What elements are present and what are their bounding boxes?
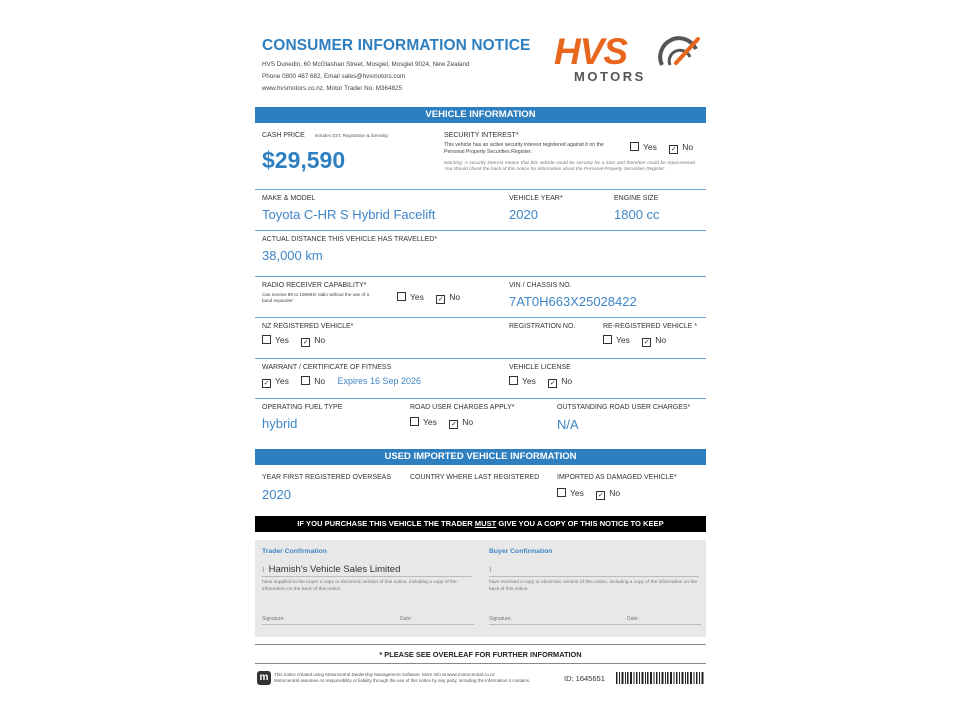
damaged-yes-checkbox[interactable] (557, 488, 566, 497)
country-last-registered-label: COUNTRY WHERE LAST REGISTERED (410, 474, 540, 481)
security-interest-text: This vehicle has an active security interest registered against it on the Personal Property Securities Register: (444, 142, 604, 155)
license-yes-checkbox[interactable] (509, 376, 518, 385)
ruc-no-checkbox[interactable]: ✓ (450, 420, 457, 428)
vin-label: VIN / CHASSIS NO. (509, 282, 572, 289)
vin-value: 7AT0H663X25028422 (509, 294, 637, 309)
divider (255, 644, 706, 645)
divider (255, 398, 706, 399)
wof-no-checkbox[interactable] (301, 376, 310, 385)
dealer-address: HVS Dunedin, 60 McGlashan Street, Mosgiel, Mosgiel 9024, New Zealand (262, 61, 470, 68)
buyer-name-line (489, 576, 699, 577)
imported-damaged-label: IMPORTED AS DAMAGED VEHICLE* (557, 474, 677, 481)
cash-price-value: $29,590 (262, 147, 346, 173)
trader-name: ı Hamish's Vehicle Sales Limited (262, 564, 401, 575)
divider (255, 358, 706, 359)
re-registered-no-checkbox[interactable]: ✓ (643, 338, 650, 346)
wof-yes-checkbox[interactable]: ✓ (263, 379, 270, 387)
road-user-charges-options: Yes ✓ No (410, 417, 473, 429)
security-interest-warning: Warning: A security interest means that this vehicle could be security for a loan and therefore could be repossessed. You should check the back of this notice for information about the Personal Property Securities Register. (444, 161, 696, 173)
wof-options: ✓ Yes No Expires 16 Sep 2026 (263, 376, 422, 387)
fuel-type-value: hybrid (262, 416, 298, 431)
divider (255, 276, 706, 277)
re-registered-label: RE-REGISTERED VEHICLE * (603, 323, 698, 330)
outstanding-ruc-label: OUTSTANDING ROAD USER CHARGES* (557, 404, 691, 411)
re-registered-options: Yes ✓ No (603, 335, 666, 347)
ruc-yes-checkbox[interactable] (410, 417, 419, 426)
vehicle-year-label: VEHICLE YEAR* (509, 195, 563, 202)
re-registered-yes-checkbox[interactable] (603, 335, 612, 344)
dealer-website: www.hvsmotors.co.nz, Motor Trader No. M364825 (262, 85, 402, 92)
cash-price-label: CASH PRICE Includes GST, Registration & licensing (262, 132, 388, 139)
consumer-information-notice (254, 30, 706, 690)
make-model-label: MAKE & MODEL (262, 195, 316, 202)
wof-expiry: Expires 16 Sep 2026 (337, 376, 422, 386)
first-registered-overseas-value: 2020 (262, 487, 291, 502)
damaged-no-checkbox[interactable]: ✓ (597, 491, 604, 499)
license-no-checkbox[interactable]: ✓ (549, 379, 556, 387)
make-model-value: Toyota C-HR S Hybrid Facelift (262, 207, 436, 222)
hvs-motors-logo (554, 32, 704, 88)
footer-disclaimer: This notice created using Motorcentral Dealership Management Software. More info at www.motorcentral.co.nz Motorcentral assumes no responsibility or liability through the use of this notice by any party, including the information it contains. (274, 672, 531, 683)
buyer-name-marker[interactable]: ı (489, 564, 492, 575)
buyer-date-label[interactable]: Date: (627, 616, 639, 622)
trader-date-label[interactable]: Date: (400, 616, 412, 622)
trader-confirmation-text: have supplied to the buyer a copy or electronic version of this notice, including a copy of the information on the back of this notice. (262, 580, 457, 592)
distance-label: ACTUAL DISTANCE THIS VEHICLE HAS TRAVELLED* (262, 236, 438, 243)
radio-capability-note: Can receive 88 to 108MHz radio without the use of a band expander: (262, 292, 369, 303)
notice-id: ID: 1645651 (564, 674, 605, 683)
vehicle-information-header: VEHICLE INFORMATION (255, 107, 706, 123)
outstanding-ruc-value: N/A (557, 417, 579, 432)
page-title: CONSUMER INFORMATION NOTICE (262, 37, 531, 54)
radio-no-checkbox[interactable]: ✓ (437, 295, 444, 303)
vehicle-license-label: VEHICLE LICENSE (509, 364, 571, 371)
notice-copy-bar: IF YOU PURCHASE THIS VEHICLE THE TRADER MUST GIVE YOU A COPY OF THIS NOTICE TO KEEP (255, 516, 706, 532)
trader-confirmation-label: Trader Confirmation (262, 548, 327, 555)
speedometer-icon (656, 35, 702, 71)
overleaf-notice: * PLEASE SEE OVERLEAF FOR FURTHER INFORMATION (379, 650, 582, 659)
barcode-icon (616, 672, 705, 684)
divider (255, 189, 706, 190)
buyer-signature-line (489, 624, 701, 625)
security-interest-label: SECURITY INTEREST* (444, 132, 519, 139)
road-user-charges-label: ROAD USER CHARGES APPLY* (410, 404, 515, 411)
radio-capability-options: Yes ✓ No (397, 292, 460, 304)
logo-wordmark: HVS (554, 31, 628, 72)
dealer-contact: Phone 0800 487 682, Email sales@hvsmotors.com (262, 73, 406, 80)
buyer-confirmation-text: have received a copy or electronic version of this notice, including a copy of the information on the back of this notice. (489, 580, 697, 592)
engine-size-value: 1800 cc (614, 207, 660, 222)
divider (255, 663, 706, 664)
radio-yes-checkbox[interactable] (397, 292, 406, 301)
nz-registered-label: NZ REGISTERED VEHICLE* (262, 323, 354, 330)
engine-size-label: ENGINE SIZE (614, 195, 659, 202)
trader-name-line (262, 576, 472, 577)
wof-label: WARRANT / CERTIFICATE OF FITNESS (262, 364, 392, 371)
motorcentral-logo-icon: m (257, 671, 271, 685)
fuel-type-label: OPERATING FUEL TYPE (262, 404, 343, 411)
nz-registered-no-checkbox[interactable]: ✓ (302, 338, 309, 346)
divider (255, 230, 706, 231)
nz-registered-yes-checkbox[interactable] (262, 335, 271, 344)
logo-subtitle: MOTORS (574, 69, 646, 84)
buyer-confirmation-label: Buyer Confirmation (489, 548, 553, 555)
security-interest-options: Yes ✓ No (630, 142, 693, 154)
imported-damaged-options: Yes ✓ No (557, 488, 620, 500)
radio-capability-label: RADIO RECEIVER CAPABILITY* (262, 282, 367, 289)
trader-signature-label[interactable]: Signature: (262, 616, 285, 622)
buyer-signature-label[interactable]: Signature: (489, 616, 512, 622)
cash-price-note: Includes GST, Registration & licensing (314, 133, 388, 138)
security-no-checkbox[interactable]: ✓ (670, 145, 677, 153)
used-imported-header: USED IMPORTED VEHICLE INFORMATION (255, 449, 706, 465)
first-registered-overseas-label: YEAR FIRST REGISTERED OVERSEAS (262, 474, 392, 481)
divider (255, 317, 706, 318)
registration-number-label: REGISTRATION NO. (509, 323, 576, 330)
nz-registered-options: Yes ✓ No (262, 335, 325, 347)
security-yes-checkbox[interactable] (630, 142, 639, 151)
vehicle-license-options: Yes ✓ No (509, 376, 572, 388)
distance-value: 38,000 km (262, 248, 323, 263)
trader-signature-line (262, 624, 474, 625)
vehicle-year-value: 2020 (509, 207, 538, 222)
confirmation-panel (255, 540, 706, 637)
